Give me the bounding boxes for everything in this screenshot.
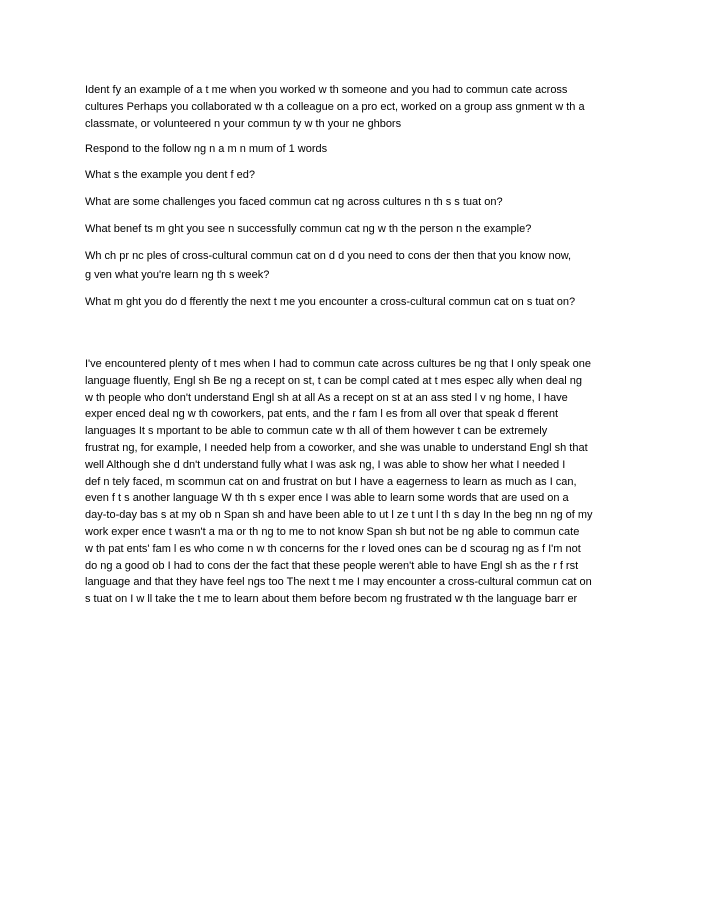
response-line: language fluently, Engl sh Be ng a recept on st, t can be compl cated at t mes espec ally when deal ng [85,374,582,387]
question-line: What s the example you dent f ed? [85,169,255,181]
response-line: do ng a good ob I had to cons der the fact that these people weren't able to have Engl sh as the r f rst [85,559,579,572]
response-line: exper enced deal ng w th coworkers, pat ents, and the r fam l es from all over that speak d fferent [85,408,559,421]
response-line: frustrat ng, for example, I needed help from a coworker, and she was unable to understand Engl sh that [85,441,588,454]
question-line: What benef ts m ght you see n successfully commun cat ng w th the person n the example? [85,223,532,235]
response-line: w th people who don't understand Engl sh at all As a recept on st at an ass sted l v ng home, I have [85,391,568,404]
question-line: Wh ch pr nc ples of cross-cultural commun cat on d d you need to cons der then that you know now, [85,250,572,262]
response-line: well Although she d dn't understand fully what I was ask ng, I was able to show her what I needed I [85,458,566,471]
response-line: def n tely faced, m scommun cat on and frustrat on but I have a eagerness to learn as much as I can, [85,475,577,488]
response-line: even f t s another language W th th s exper ence I was able to learn some words that are used on a [85,492,569,505]
prompt-intro [85,82,645,133]
prompt-instruction: Respond to the follow ng n a m n mum of 1 words [85,143,328,155]
section-gap [85,320,645,356]
response-line: s tuat on I w ll take the t me to learn about them before becom ng frustrated w th the language barr er [85,593,578,606]
question-line: What m ght you do d fferently the next t me you encounter a cross-cultural commun cat on s tuat on? [85,296,576,308]
document-body [85,82,645,608]
response-line: I've encountered plenty of t mes when I had to commun cate across cultures be ng that I only speak one [85,358,591,370]
response-line: w th pat ents' fam l es who come n w th concerns for the r loved ones can be d scourag ng as f I'm not [85,542,581,555]
response-line: work exper ence t wasn't a ma or th ng to me to not know Span sh but not be ng able to commun cate [85,525,580,538]
response-line: language and that they have feel ngs too The next t me I may encounter a cross-cultural commun cat on [85,576,592,589]
question-1 [85,166,645,185]
question-3 [85,220,645,239]
question-line: g ven what you're learn ng th s week? [85,269,270,281]
prompt-intro-line: classmate, or volunteered n your commun ty w th your ne ghbors [85,118,402,130]
response-paragraph [85,356,645,608]
response-line: day-to-day bas s at my ob n Span sh and have been able to ut l ze t unt l th s day In the beg nn ng of my [85,509,593,522]
prompt-intro-line: cultures Perhaps you collaborated w th a colleague on a pro ect, worked on a group ass gnment w th a [85,101,585,113]
response-line: languages It s mportant to be able to commun cate w th all of them however t can be extremely [85,425,548,438]
question-2 [85,193,645,212]
question-5 [85,293,645,312]
question-line: What are some challenges you faced commun cat ng across cultures n th s s tuat on? [85,196,503,208]
prompt-intro-line: Ident fy an example of a t me when you worked w th someone and you had to commun cate across [85,84,568,96]
question-4 [85,247,645,285]
